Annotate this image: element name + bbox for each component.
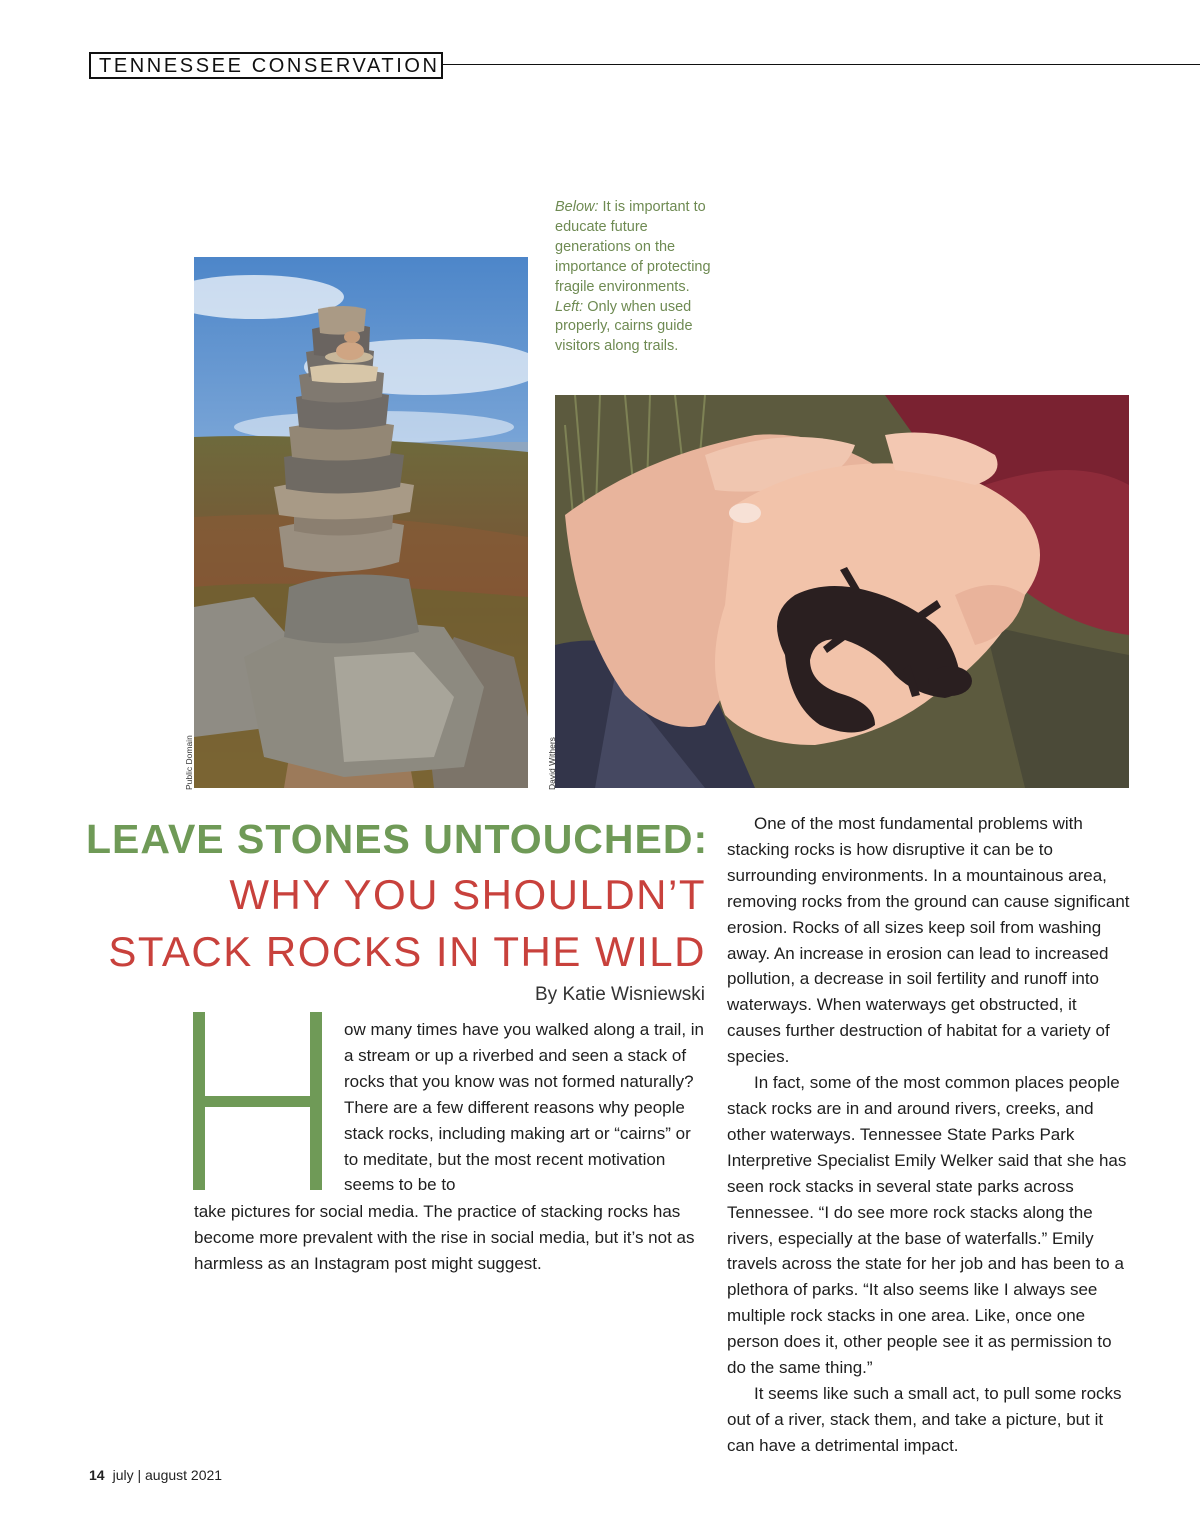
intro-paragraph-continued: take pictures for social media. The practice of stacking rocks has become more prevalent with the rise in social media, but it’s not as harmless as an Instagram post might suggest. bbox=[194, 1202, 695, 1273]
paragraph-2: One of the most fundamental problems with stacking rocks is how disruptive it can be to surrounding environments. In a mountainous area, removing rocks from the ground can cause significant erosion. Rocks of all sizes keep soil from washing away. An increase in erosion can lead to increased pollution, a decrease in soil fertility and runoff into waterways. When waterways get obstructed, it causes further destruction of habitat for a variety of species. bbox=[727, 814, 1130, 1067]
headline-line-3: STACK ROCKS IN THE WILD bbox=[108, 928, 706, 975]
page-number: 14 bbox=[89, 1467, 105, 1483]
paragraph-3: In fact, some of the most common places people stack rocks are in and around rivers, creeks, and other waterways. Tennessee State Parks Park Interpretive Specialist Emily Welker said that she has seen rock stacks in several state parks across Tennessee. “I do see more rock stacks along the rivers, especially at the base of waterfalls.” Emily travels across the state for her job and has been to a plethora of parks. “It also seems like I always see multiple rock stacks in one area. Like, once one person does it, other people see it as permission to do the same thing.” bbox=[727, 1073, 1127, 1378]
header-rule bbox=[443, 64, 1200, 65]
article-column-2 bbox=[727, 811, 1131, 1459]
caption-below-text: It is important to educate future generations on the importance of protecting fragile environments. bbox=[555, 199, 711, 295]
photo-credit-left: Public Domain bbox=[184, 735, 194, 790]
page-footer bbox=[89, 1467, 222, 1483]
byline: By Katie Wisniewski bbox=[535, 984, 705, 1005]
paragraph-4: It seems like such a small act, to pull some rocks out of a river, stack them, and take a picture, but it can have a detrimental impact. bbox=[727, 1383, 1122, 1455]
caption-below-label: Below: bbox=[555, 199, 599, 215]
drop-cap bbox=[193, 1012, 329, 1192]
section-label: TENNESSEE CONSERVATION bbox=[89, 52, 443, 79]
intro-paragraph-wrapped: ow many times have you walked along a trail, in a stream or up a riverbed and seen a stack of rocks that you know was not formed naturally? There are a few different reasons why people stack rocks, including making art or “cairns” or to meditate, but the most recent motivation seems to be to bbox=[344, 1020, 705, 1195]
salamander-photo bbox=[555, 395, 1129, 788]
caption-left-label: Left: bbox=[555, 298, 584, 315]
headline-line-2: WHY YOU SHOULDN’T bbox=[229, 871, 706, 918]
caption-left-text: Only when used properly, cairns guide visitors along trails. bbox=[555, 298, 693, 355]
issue-date: july | august 2021 bbox=[112, 1467, 223, 1483]
photo-credit-right: David Withers bbox=[547, 737, 557, 790]
photo-caption bbox=[555, 198, 715, 357]
cairn-photo bbox=[194, 257, 528, 788]
headline-line-1: LEAVE STONES UNTOUCHED: bbox=[86, 816, 709, 862]
